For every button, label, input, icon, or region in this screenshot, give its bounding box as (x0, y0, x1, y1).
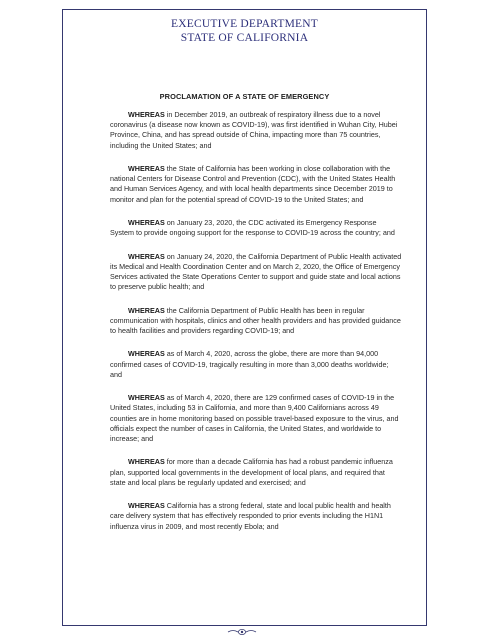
whereas-paragraph (110, 252, 402, 293)
whereas-lead: WHEREAS (128, 349, 165, 359)
whereas-lead: WHEREAS (128, 164, 165, 173)
whereas-lead: WHEREAS (128, 110, 165, 119)
whereas-lead: WHEREAS (128, 393, 165, 403)
whereas-lead: WHEREAS (128, 305, 165, 315)
whereas-paragraph (110, 457, 402, 488)
whereas-text: as of March 4, 2020, there are 129 confirmed cases of COVID-19 in the United States, including 53 in California, and more than 9,400 Californians across 49 counties are in home monitoring based on possible travel-based exposure to the virus, and officials expect the number of cases in California, the United States, and worldwide to increase; and (110, 393, 399, 443)
whereas-paragraph (110, 393, 402, 444)
letterhead-department: EXECUTIVE DEPARTMENT (171, 18, 318, 30)
whereas-lead: WHEREAS (128, 251, 165, 261)
whereas-paragraph (110, 110, 402, 151)
whereas-text: the State of California has been working in close collaboration with the national Centers for Disease Control and Prevention (CDC), with the United States Health and Human Services Agency, and with local health departments since December 2019 to monitor and plan for the potential spread of COVID-19 to the United States; and (110, 164, 396, 204)
whereas-text: on January 23, 2020, the CDC activated its Emergency Response System to provide ongoing support for the response to COVID-19 across the country; and (110, 218, 395, 238)
proclamation-body (110, 110, 402, 545)
whereas-paragraph (110, 164, 402, 205)
whereas-paragraph (110, 218, 402, 238)
whereas-lead: WHEREAS (128, 218, 165, 227)
whereas-text: on January 24, 2020, the California Department of Public Health activated its Medical and Health Coordination Center and on March 2, 2020, the Office of Emergency Services activated the State Operations Center to support and guide state and local actions to preserve public health; and (110, 251, 402, 292)
whereas-paragraph (110, 349, 402, 380)
whereas-text: California has a strong federal, state and local public health and health care delivery system that has effectively responded to prior events including the H1N1 influenza virus in 2009, and most recently Ebola; and (110, 501, 391, 531)
whereas-text: as of March 4, 2020, across the globe, there are more than 94,000 confirmed cases of COVID-19, tragically resulting in more than 3,000 deaths worldwide; and (110, 349, 389, 379)
whereas-text: for more than a decade California has had a robust pandemic influenza plan, supported local governments in the development of local plans, and required that state and local plans be regularly updated and exercised; and (110, 457, 393, 487)
proclamation-title: PROCLAMATION OF A STATE OF EMERGENCY (159, 92, 330, 101)
whereas-text: in December 2019, an outbreak of respiratory illness due to a novel coronavirus (a disease now known as COVID-19), was first identified in Wuhan City, Hubei Province, China, and has spread outside of China, impacting more than 75 countries, including the United States; and (110, 110, 398, 150)
state-seal-ornament-icon (227, 628, 257, 636)
whereas-lead: WHEREAS (128, 501, 165, 511)
whereas-paragraph (110, 306, 402, 337)
letterhead (62, 17, 427, 45)
whereas-text: the California Department of Public Health has been in regular communication with hospitals, clinics and other health providers and has provided guidance to health facilities and providers regarding COVID-19; and (110, 305, 401, 335)
whereas-paragraph (110, 501, 402, 532)
whereas-lead: WHEREAS (128, 457, 165, 467)
letterhead-state: STATE OF CALIFORNIA (180, 32, 309, 44)
